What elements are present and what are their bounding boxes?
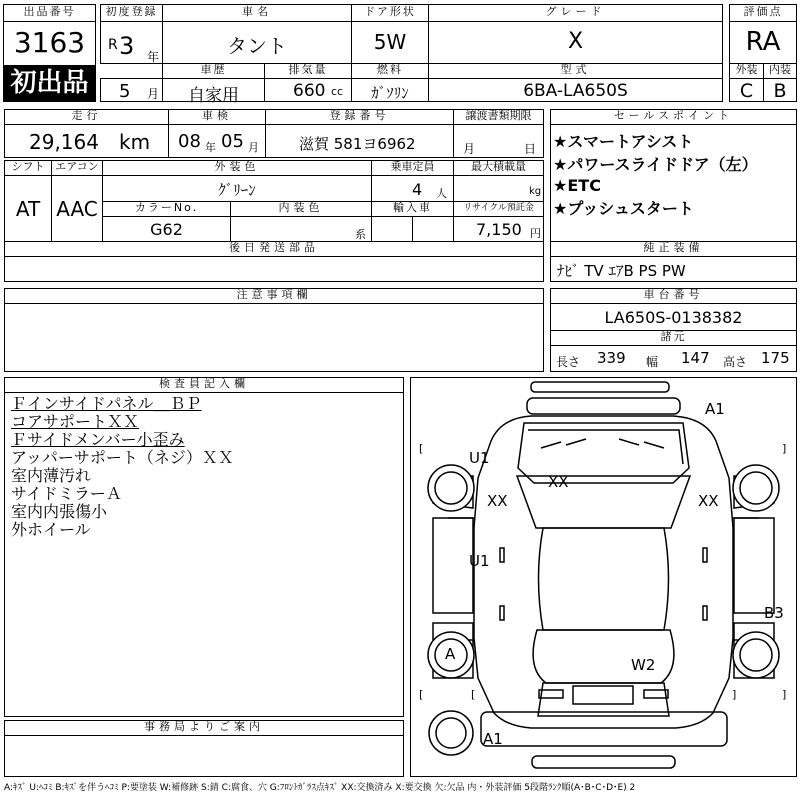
inspection-cell [168,124,266,158]
transfer-day-unit: 日 [524,142,537,156]
inspector-notes [11,395,234,539]
inspection-month-unit: 月 [248,141,259,154]
registration-month: 5 [119,81,131,102]
width-label: 幅 [646,355,659,369]
sales-point-3: ★ETC [553,176,601,195]
height-label: 高さ [723,355,748,369]
interior-color-label: 内装色 [230,201,372,217]
shift: AT [15,197,41,221]
model: 6BA-LA650S [523,81,628,101]
first-registration-label: 初度登録 [100,4,163,22]
import-label: 輸入車 [371,201,454,217]
recycle-unit: 円 [530,227,541,240]
import-cell-b [412,216,454,242]
lot-number-label: 出品番号 [3,4,96,22]
history-label: 車歴 [162,63,265,79]
exterior-color-label: 外装色 [102,160,372,176]
registration-year: 3 [119,32,135,60]
aircon: AAC [56,197,98,221]
notes-label: 注意事項欄 [4,288,544,304]
inspector-line: 室内薄汚れ [11,466,92,485]
aircon-label: エアコン [51,160,103,176]
plate-label: 登録番号 [265,109,454,125]
interior-grade: B [773,80,787,102]
model-label: 型式 [428,63,723,79]
sales-point-2: ★パワースライドドア（左） [553,155,758,174]
inspector-line: コアサポートＸＸ [11,412,140,431]
svg-text:]: ] [732,688,737,701]
legend: A:ｷｽﾞ U:ﾍｺﾐ B:ｷｽﾞを伴うﾍｺﾐ P:要塗装 W:補修跡 S:錆 C:腐食、穴 G:ﾌﾛﾝﾄｶﾞﾗｽ点ｷｽﾞ XX:交換済み X:要交換 欠:欠品 内・外装評価 5段階ﾗﾝｸ順(A･B･C･D･E) 2 [4,783,636,793]
mark-u1-lower: U1 [469,552,490,570]
mark-a1-top: A1 [705,400,725,418]
lot-number: 3163 [13,26,86,59]
plate-cell [265,124,454,158]
inspector-line: アッパーサポート（ネジ）ＸＸ [11,448,234,467]
office-box [4,735,404,777]
interior-color-unit: 系 [355,228,366,241]
first-registration-cell [100,21,163,64]
registration-month-cell [100,78,163,102]
mark-xx-left: XX [487,492,508,510]
exterior-color: ｸﾞﾘｰﾝ [218,181,256,199]
mark-b3: B3 [764,604,784,622]
inspector-line: Ｆサイドメンバー小歪み [11,430,185,449]
inspection-year: 08 [178,131,201,152]
door-type-label: ドア形状 [351,4,429,22]
mileage-unit: km [119,130,151,154]
max-load-unit: kg [529,186,542,197]
score-label: 評価点 [729,4,797,22]
capacity-unit: 人 [436,187,447,200]
capacity-cell [371,175,454,202]
inspector-label: 検査員記入欄 [4,377,404,393]
transfer-deadline-label: 譲渡書類期限 [453,109,544,125]
door-type-cell [351,21,429,64]
svg-text:[: [ [419,442,424,455]
equipment-label: 純正装備 [550,241,797,257]
exterior-grade-label: 外装 [729,63,764,79]
svg-text:[: [ [471,688,476,701]
capacity-label: 乗車定員 [371,160,454,176]
exterior-color-cell [102,175,372,202]
import-cell-a [371,216,413,242]
sales-point-4: ★プッシュスタート [553,199,694,218]
displacement-cell [264,78,352,102]
height: 175 [761,349,790,367]
month-unit: 月 [147,87,160,101]
office-label: 事務局よりご案内 [4,720,404,736]
mark-xx-right: XX [698,492,719,510]
mileage-label: 走行 [4,109,169,125]
equipment: ﾅﾋﾞ TV ｴｱB PS PW [557,262,686,280]
door-type: 5W [373,30,407,54]
mark-a1-bottom: A1 [483,730,503,748]
exterior-grade: C [739,80,754,102]
shipping-parts-box [4,256,544,282]
inspection-month: 05 [221,131,244,152]
history: 自家用 [188,86,239,106]
width: 147 [681,349,710,367]
inspection-year-unit: 年 [205,141,216,154]
recycle-cell [453,216,544,242]
grade-label: グレード [428,4,723,22]
color-number-label: カラーNo. [102,201,231,217]
length: 339 [597,349,626,367]
capacity: 4 [412,180,423,199]
aircon-cell [51,175,103,242]
inspector-line: Ｆインサイドパネル＿ＢＰ [11,394,202,413]
first-listing-badge: 初出品 [3,65,96,102]
max-load-cell [453,175,544,202]
damage-diagram-box [410,377,797,777]
car-damage-diagram [411,378,796,776]
mark-xx-center: XX [548,473,569,491]
recycle-fee: 7,150 [476,220,522,239]
exterior-grade-cell [729,78,764,102]
shift-label: シフト [4,160,52,176]
chassis-label: 車台番号 [550,288,797,304]
chassis-number: LA650S-0138382 [604,308,743,327]
mark-u1-upper: U1 [469,449,490,467]
displacement-label: 排気量 [264,63,352,79]
displacement: 660 [293,81,326,101]
inspection-label: 車検 [168,109,266,125]
sales-point-1: ★スマートアシスト [553,132,694,151]
era-letter: R [108,37,118,53]
interior-color-cell [230,216,372,242]
car-name-cell [162,21,352,64]
model-cell [428,78,723,102]
inspector-box [4,392,404,717]
shipping-parts-label: 後日発送部品 [4,241,544,257]
mileage-cell [4,124,169,158]
length-label: 長さ [556,355,581,369]
color-number: G62 [150,220,183,239]
shift-cell [4,175,52,242]
transfer-month-unit: 月 [463,142,476,156]
lot-number-cell [3,21,96,66]
inspector-line: 外ホイール [11,520,91,539]
max-load-label: 最大積載量 [453,160,544,176]
history-cell [162,78,265,106]
mark-w2: W2 [631,656,656,674]
fuel: ｶﾞｿﾘﾝ [371,84,409,102]
mileage: 29,164 [29,130,99,154]
equipment-cell [550,256,797,282]
fuel-cell [351,78,429,102]
plate-number: 滋賀 581ヨ6962 [299,135,416,153]
grade: X [567,29,584,54]
recycle-label: リサイクル預託金 [453,201,544,217]
car-name: タント [227,34,287,58]
grade-cell [428,21,723,64]
specs-label: 諸元 [550,330,797,346]
interior-grade-label: 内装 [763,63,797,79]
transfer-deadline-cell [453,124,544,158]
displacement-unit: cc [331,85,344,98]
notes-box [4,303,544,372]
svg-text:]: ] [782,442,787,455]
car-name-label: 車名 [162,4,352,22]
fuel-label: 燃料 [351,63,429,79]
sales-points-label: セールスポイント [550,109,797,125]
year-unit: 年 [147,50,160,64]
chassis-cell [550,303,797,331]
score-cell [729,21,797,64]
dimensions-cell [550,345,797,372]
svg-text:]: ] [782,688,787,701]
inspector-line: サイドミラーＡ [11,484,122,503]
mark-a-wheel: A [445,645,456,663]
sales-points-box [550,124,797,242]
score: RA [745,27,781,57]
inspector-line: 室内内張傷小 [11,502,108,521]
color-number-cell [102,216,231,242]
svg-text:[: [ [419,688,424,701]
interior-grade-cell [763,78,797,102]
